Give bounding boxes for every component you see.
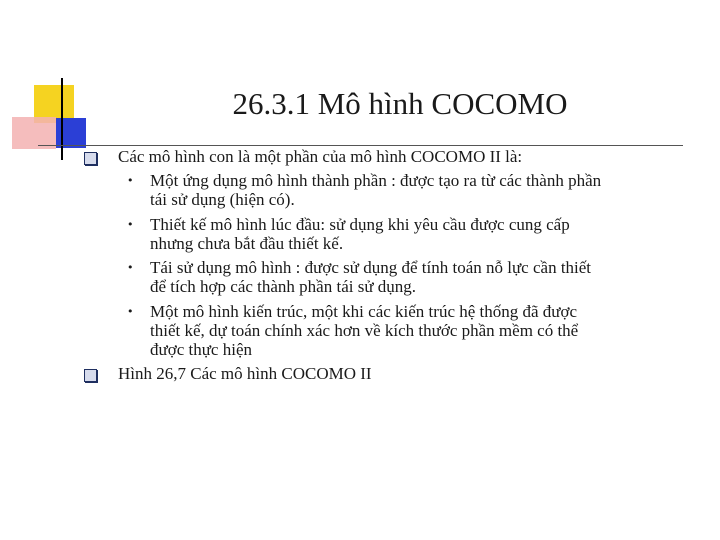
- bullet-text: Hình 26,7 Các mô hình COCOMO II: [118, 364, 372, 383]
- checkbox-bullet-icon: [84, 152, 97, 165]
- sub-bullet-line: thiết kế, dự toán chính xác hơn về kích thước phần mềm có thể: [150, 321, 579, 340]
- sub-bullet-line: được thực hiện: [150, 340, 252, 359]
- decor-vertical-line: [61, 78, 63, 160]
- sub-bullet-line: Một mô hình kiến trúc, một khi các kiến trúc hệ thống đã được: [150, 302, 578, 321]
- sub-bullet-line: Tái sử dụng mô hình : được sử dụng để tính toán nỗ lực cần thiết: [150, 258, 592, 277]
- sub-bullet-line: để tích hợp các thành phần tái sử dụng.: [150, 277, 417, 296]
- bullet-text: Các mô hình con là một phần của mô hình COCOMO II là:: [118, 147, 523, 166]
- sub-bullet-line: Thiết kế mô hình lúc đầu: sử dụng khi yêu cầu được cung cấp: [150, 215, 570, 234]
- sub-bullet-line: nhưng chưa bắt đầu thiết kế.: [150, 234, 344, 253]
- slide-title: 26.3.1 Mô hình COCOMO: [232, 86, 568, 121]
- sub-bullet-line: tái sử dụng (hiện có).: [150, 190, 295, 209]
- checkbox-bullet-icon: [84, 369, 97, 382]
- sub-bullet-line: Một ứng dụng mô hình thành phần : được tạo ra từ các thành phần: [150, 171, 602, 190]
- dot-bullet-icon: •: [127, 218, 134, 231]
- dot-bullet-icon: •: [127, 174, 134, 187]
- dot-bullet-icon: •: [127, 305, 134, 318]
- dot-bullet-icon: •: [127, 261, 134, 274]
- title-divider: [38, 145, 683, 146]
